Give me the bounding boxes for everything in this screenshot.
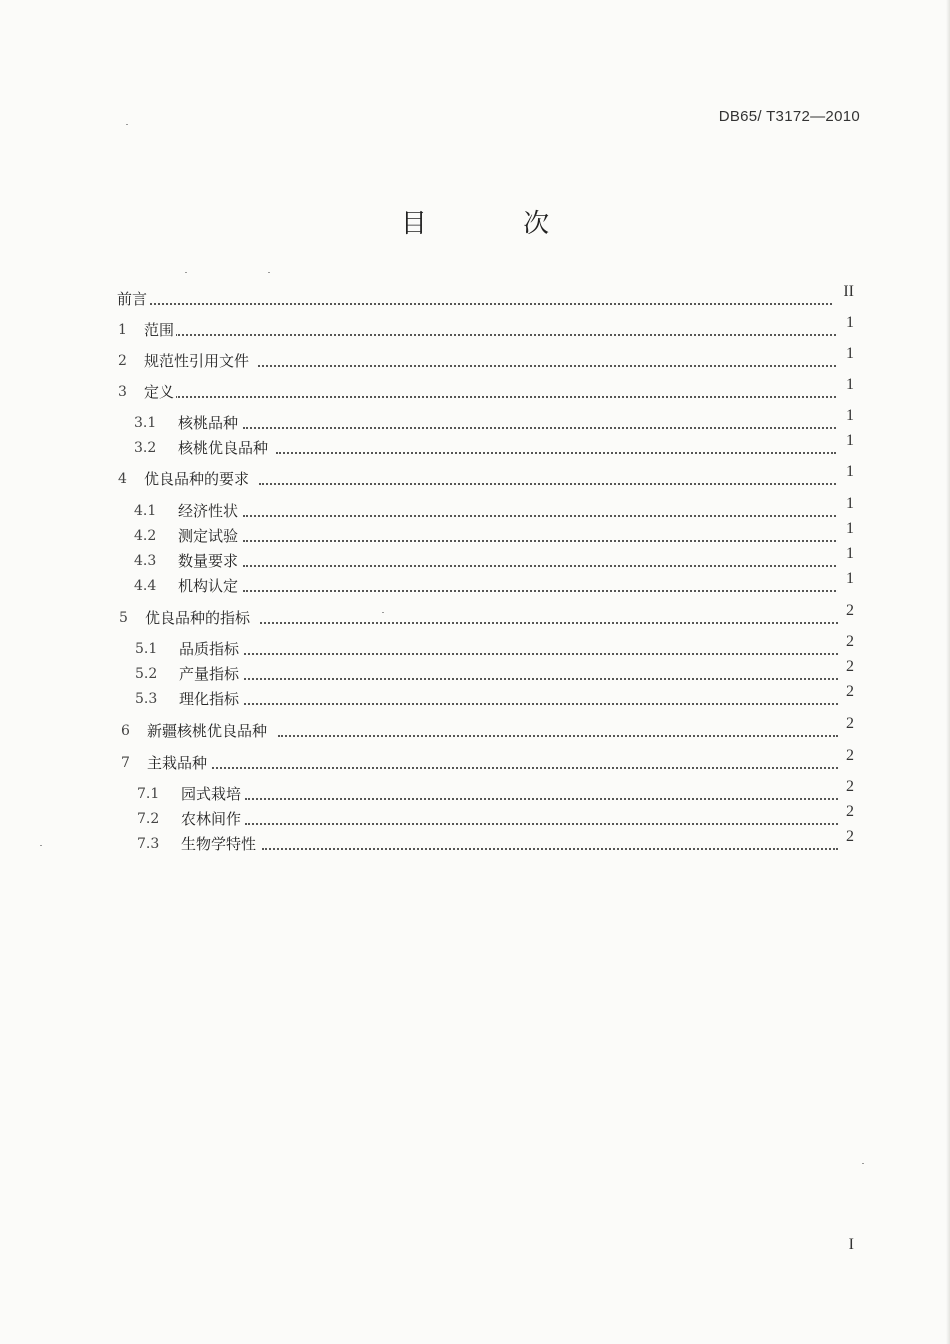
- toc-entry-page: 2: [846, 747, 854, 764]
- toc-entry[interactable]: [0, 520, 950, 547]
- toc-entry[interactable]: [0, 747, 950, 774]
- toc-entry-page: 1: [846, 495, 854, 512]
- toc-entry-label: 农林间作: [181, 810, 242, 828]
- toc-leader-dots: [243, 563, 836, 567]
- toc-entry[interactable]: [0, 407, 950, 434]
- toc-leader-dots: [245, 796, 838, 800]
- toc-leader-dots: [278, 733, 838, 737]
- toc-entry-label: 范围: [144, 321, 175, 339]
- toc-entry-number: 7.1: [137, 786, 160, 802]
- toc-entry-label: 经济性状: [178, 502, 239, 520]
- toc-leader-dots: [150, 301, 832, 305]
- toc-entry-page: 2: [846, 828, 854, 845]
- toc-leader-dots: [258, 363, 836, 367]
- toc-entry[interactable]: [0, 283, 950, 310]
- toc-leader-dots: [244, 701, 838, 705]
- toc-entry-label: 机构认定: [178, 577, 239, 595]
- toc-entry-label: 核桃优良品种: [178, 439, 269, 457]
- standard-code: DB65/ T3172—2010: [718, 108, 860, 125]
- toc-entry-number: 4.3: [134, 553, 157, 569]
- toc-entry-page: 1: [846, 376, 854, 393]
- scan-speck: [126, 124, 128, 125]
- toc-entry[interactable]: [0, 545, 950, 572]
- toc-entry-label: 优良品种的指标: [145, 609, 251, 627]
- toc-entry[interactable]: [0, 633, 950, 660]
- toc-entry-number: 1: [118, 322, 127, 338]
- toc-entry[interactable]: [0, 778, 950, 805]
- toc-entry[interactable]: [0, 314, 950, 341]
- toc-entry-number: 5.3: [135, 691, 158, 707]
- toc-entry[interactable]: [0, 715, 950, 742]
- toc-entry-number: 4: [118, 471, 127, 487]
- toc-entry[interactable]: [0, 463, 950, 490]
- toc-leader-dots: [244, 651, 838, 655]
- toc-entry-page: II: [843, 283, 854, 300]
- toc-entry-label: 品质指标: [179, 640, 240, 658]
- toc-entry-page: 2: [846, 658, 854, 675]
- toc-entry-label: 新疆核桃优良品种: [147, 722, 268, 740]
- toc-entry-page: 1: [846, 407, 854, 424]
- toc-entry-label: 前言: [117, 290, 148, 308]
- toc-entry[interactable]: [0, 376, 950, 403]
- toc-leader-dots: [259, 481, 836, 485]
- toc-entry-label: 理化指标: [179, 690, 240, 708]
- toc-entry-label: 园式栽培: [181, 785, 242, 803]
- toc-entry-number: 2: [118, 353, 127, 369]
- toc-entry-number: 5.2: [135, 666, 158, 682]
- toc-entry-number: 6: [121, 723, 130, 739]
- toc-entry-number: 7.3: [137, 836, 160, 852]
- toc-entry-number: 5: [119, 610, 128, 626]
- toc-leader-dots: [243, 425, 836, 429]
- toc-entry-page: 1: [846, 345, 854, 362]
- toc-leader-dots: [212, 765, 838, 769]
- toc-entry-number: 7: [121, 755, 130, 771]
- toc-entry[interactable]: [0, 570, 950, 597]
- toc-leader-dots: [243, 513, 836, 517]
- toc-entry-label: 定义: [144, 383, 175, 401]
- toc-entry[interactable]: [0, 495, 950, 522]
- toc-entry[interactable]: [0, 658, 950, 685]
- toc-entry-page: 2: [846, 803, 854, 820]
- toc-entry-label: 数量要求: [178, 552, 239, 570]
- toc-entry-label: 优良品种的要求: [144, 470, 250, 488]
- toc-leader-dots: [245, 821, 838, 825]
- toc-entry[interactable]: [0, 803, 950, 830]
- toc-entry-page: 2: [846, 602, 854, 619]
- toc-leader-dots: [175, 394, 836, 398]
- toc-leader-dots: [262, 846, 838, 850]
- toc-entry-page: 2: [846, 633, 854, 650]
- toc-entry-number: 5.1: [135, 641, 158, 657]
- toc-entry-page: 2: [846, 715, 854, 732]
- toc-entry-page: 1: [846, 570, 854, 587]
- toc-entry-label: 生物学特性: [181, 835, 257, 853]
- toc-entry-number: 3.1: [134, 415, 157, 431]
- toc-entry-label: 规范性引用文件: [144, 352, 250, 370]
- toc-entry[interactable]: [0, 432, 950, 459]
- toc-leader-dots: [175, 332, 836, 336]
- toc-entry-number: 3.2: [134, 440, 157, 456]
- toc-leader-dots: [244, 676, 838, 680]
- toc-entry-page: 1: [846, 463, 854, 480]
- toc-entry-label: 核桃品种: [178, 414, 239, 432]
- toc-entry-number: 4.1: [134, 503, 157, 519]
- scan-speck: [862, 1163, 864, 1164]
- toc-entry-label: 产量指标: [179, 665, 240, 683]
- toc-entry[interactable]: [0, 602, 950, 629]
- toc-entry-number: 3: [118, 384, 127, 400]
- toc-entry-label: 主栽品种: [147, 754, 208, 772]
- toc-entry[interactable]: [0, 345, 950, 372]
- toc-entry[interactable]: [0, 683, 950, 710]
- toc-title: 目 次: [400, 209, 594, 239]
- toc-entry-page: 1: [846, 432, 854, 449]
- toc-leader-dots: [243, 538, 836, 542]
- toc-leader-dots: [276, 450, 836, 454]
- toc-entry-number: 7.2: [137, 811, 160, 827]
- toc-leader-dots: [260, 620, 838, 624]
- toc-entry-page: 2: [846, 778, 854, 795]
- toc-entry-page: 2: [846, 683, 854, 700]
- page-number: I: [848, 1236, 854, 1253]
- scan-speck: [268, 272, 270, 273]
- toc-entry-page: 1: [846, 314, 854, 331]
- toc-entry-page: 1: [846, 520, 854, 537]
- toc-entry[interactable]: [0, 828, 950, 855]
- toc-leader-dots: [243, 588, 836, 592]
- toc-entry-label: 测定试验: [178, 527, 239, 545]
- toc-entry-number: 4.2: [134, 528, 157, 544]
- scan-speck: [185, 272, 187, 273]
- toc-entry-page: 1: [846, 545, 854, 562]
- toc-entry-number: 4.4: [134, 578, 157, 594]
